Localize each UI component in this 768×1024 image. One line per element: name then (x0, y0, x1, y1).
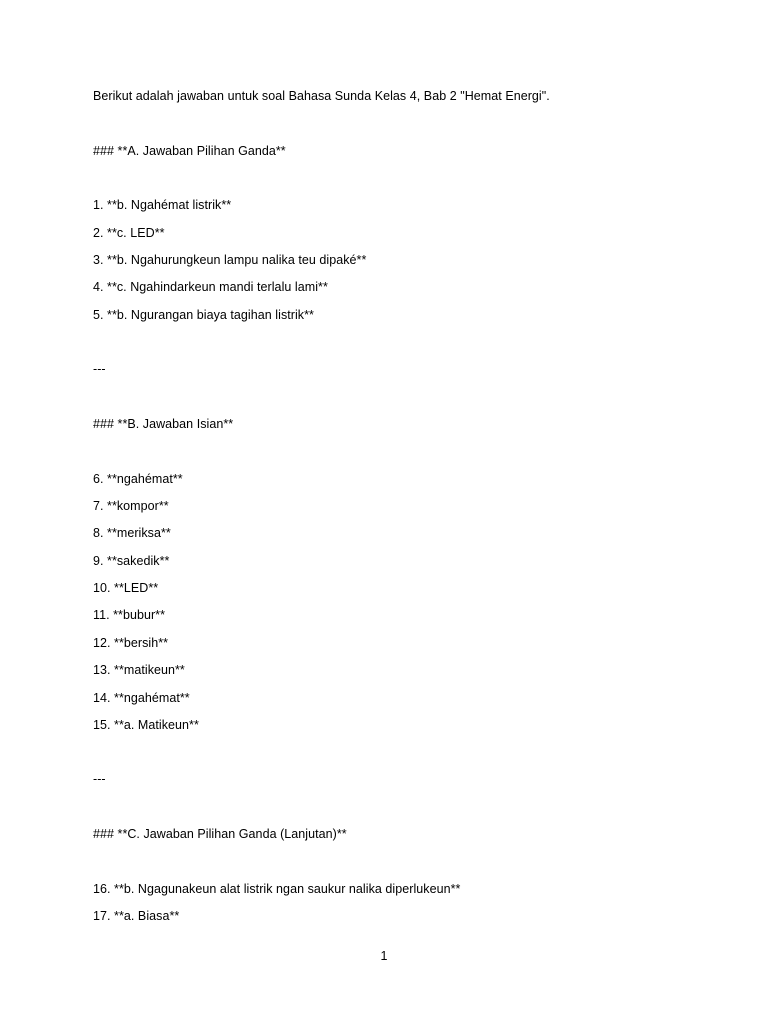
list-item: 2. **c. LED** (93, 226, 165, 240)
section-c-heading: ### **C. Jawaban Pilihan Ganda (Lanjutan)** (93, 827, 347, 841)
separator: --- (93, 772, 106, 786)
list-item: 10. **LED** (93, 581, 159, 595)
list-item: 11. **bubur** (93, 608, 165, 622)
list-item: 7. **kompor** (93, 499, 169, 513)
intro-text: Berikut adalah jawaban untuk soal Bahasa Sunda Kelas 4, Bab 2 "Hemat Energi". (93, 89, 550, 103)
section-b-heading: ### **B. Jawaban Isian** (93, 417, 234, 431)
list-item: 15. **a. Matikeun** (93, 718, 199, 732)
list-item: 3. **b. Ngahurungkeun lampu nalika teu dipaké** (93, 253, 367, 267)
list-item: 17. **a. Biasa** (93, 909, 180, 923)
list-item: 4. **c. Ngahindarkeun mandi terlalu lami** (93, 280, 328, 294)
section-a-heading: ### **A. Jawaban Pilihan Ganda** (93, 144, 286, 158)
list-item: 14. **ngahémat** (93, 691, 190, 705)
list-item: 12. **bersih** (93, 636, 169, 650)
list-item: 13. **matikeun** (93, 663, 185, 677)
list-item: 1. **b. Ngahémat listrik** (93, 198, 232, 212)
list-item: 6. **ngahémat** (93, 472, 183, 486)
list-item: 8. **meriksa** (93, 526, 171, 540)
page-number: 1 (380, 949, 388, 963)
separator: --- (93, 362, 106, 376)
list-item: 5. **b. Ngurangan biaya tagihan listrik** (93, 308, 314, 322)
list-item: 9. **sakedik** (93, 554, 170, 568)
list-item: 16. **b. Ngagunakeun alat listrik ngan saukur nalika diperlukeun** (93, 882, 461, 896)
